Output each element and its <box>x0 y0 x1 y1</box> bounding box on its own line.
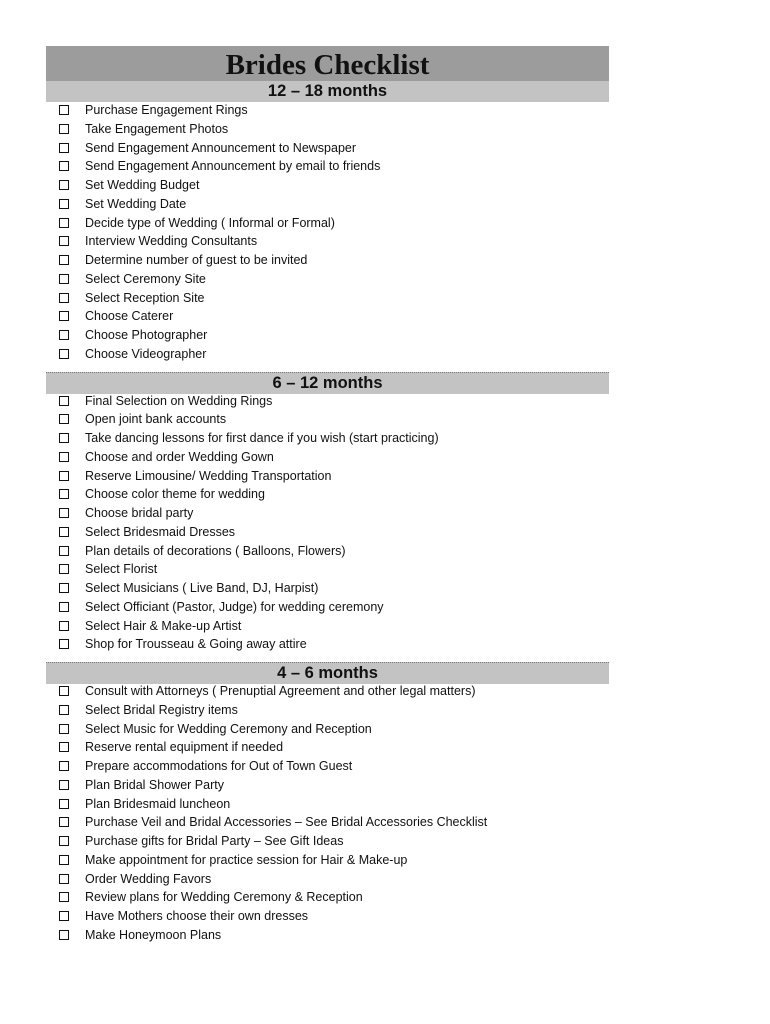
checklist-item <box>46 450 609 469</box>
checklist-item <box>46 328 609 347</box>
checkbox[interactable] <box>59 274 69 284</box>
checklist-item-label: Choose Videographer <box>85 346 207 361</box>
checklist-item <box>46 487 609 506</box>
checklist-item <box>46 216 609 235</box>
checklist-item-label: Purchase gifts for Bridal Party – See Gift Ideas <box>85 834 344 848</box>
checkbox[interactable] <box>59 892 69 902</box>
checklist-item-label: Reserve Limousine/ Wedding Transportation <box>85 468 332 483</box>
checklist-item <box>46 722 609 741</box>
checklist-item <box>46 928 609 947</box>
checklist-item-label: Decide type of Wedding ( Informal or Formal) <box>85 215 335 230</box>
checkbox[interactable] <box>59 236 69 246</box>
checklist-item <box>46 581 609 600</box>
checklist-item-label: Select Florist <box>85 562 158 577</box>
checklist-item-label: Final Selection on Wedding Rings <box>85 393 273 408</box>
checklist-item-label: Purchase Engagement Rings <box>85 103 248 117</box>
checklist-item <box>46 909 609 928</box>
checkbox[interactable] <box>59 161 69 171</box>
checklist-item <box>46 778 609 797</box>
checkbox[interactable] <box>59 855 69 865</box>
checkbox[interactable] <box>59 639 69 649</box>
checkbox[interactable] <box>59 911 69 921</box>
checklist-item-label: Take Engagement Photos <box>85 121 229 136</box>
section-heading: 12 – 18 months <box>46 81 609 102</box>
checkbox[interactable] <box>59 180 69 190</box>
checklist-item <box>46 684 609 703</box>
checklist-item-label: Open joint bank accounts <box>85 412 227 427</box>
checklist-item <box>46 272 609 291</box>
checklist-item <box>46 431 609 450</box>
checkbox[interactable] <box>59 489 69 499</box>
checkbox[interactable] <box>59 874 69 884</box>
checkbox[interactable] <box>59 143 69 153</box>
checkbox[interactable] <box>59 293 69 303</box>
checklist-item-label: Select Music for Wedding Ceremony and Reception <box>85 721 372 736</box>
checkbox[interactable] <box>59 780 69 790</box>
checkbox[interactable] <box>59 105 69 115</box>
checklist-item-label: Choose Caterer <box>85 309 174 324</box>
checkbox[interactable] <box>59 452 69 462</box>
checklist-item <box>46 759 609 778</box>
checkbox[interactable] <box>59 761 69 771</box>
checkbox[interactable] <box>59 124 69 134</box>
checklist-item <box>46 412 609 431</box>
checklist-items <box>46 684 609 947</box>
checklist-item-label: Prepare accommodations for Out of Town Guest <box>85 759 353 773</box>
checkbox[interactable] <box>59 396 69 406</box>
checklist-item <box>46 469 609 488</box>
checklist-item-label: Order Wedding Favors <box>85 871 212 886</box>
checklist-item-label: Select Reception Site <box>85 290 205 305</box>
checklist-item-label: Select Musicians ( Live Band, DJ, Harpist) <box>85 581 319 595</box>
checklist-item <box>46 853 609 872</box>
checkbox[interactable] <box>59 705 69 715</box>
checklist-item <box>46 890 609 909</box>
checkbox[interactable] <box>59 799 69 809</box>
checklist-item-label: Shop for Trousseau & Going away attire <box>85 637 307 652</box>
section-heading: 4 – 6 months <box>46 662 609 684</box>
page-title: Brides Checklist <box>46 46 609 81</box>
checklist-item <box>46 103 609 122</box>
checklist-item <box>46 141 609 160</box>
checklist-item <box>46 797 609 816</box>
checklist-item-label: Choose bridal party <box>85 506 194 520</box>
checklist-item-label: Select Ceremony Site <box>85 271 206 286</box>
checklist-item <box>46 234 609 253</box>
checkbox[interactable] <box>59 836 69 846</box>
checklist-item-label: Make appointment for practice session for Hair & Make-up <box>85 852 408 867</box>
checkbox[interactable] <box>59 414 69 424</box>
checklist-item <box>46 159 609 178</box>
checklist-item-label: Take dancing lessons for first dance if you wish (start practicing) <box>85 431 439 445</box>
checkbox[interactable] <box>59 583 69 593</box>
checklist-item-label: Purchase Veil and Bridal Accessories – See Bridal Accessories Checklist <box>85 815 488 830</box>
checkbox[interactable] <box>59 930 69 940</box>
checklist-item <box>46 872 609 891</box>
checklist-item-label: Review plans for Wedding Ceremony & Reception <box>85 890 363 905</box>
checklist-item <box>46 544 609 563</box>
checkbox[interactable] <box>59 602 69 612</box>
checklist-item-label: Send Engagement Announcement by email to friends <box>85 159 381 174</box>
checklist-item-label: Make Honeymoon Plans <box>85 927 222 942</box>
checklist-item-label: Select Hair & Make-up Artist <box>85 618 242 633</box>
checklist-item <box>46 740 609 759</box>
checkbox[interactable] <box>59 686 69 696</box>
checklist-item <box>46 834 609 853</box>
checklist-item-label: Select Bridal Registry items <box>85 702 238 717</box>
checklist-item-label: Choose color theme for wedding <box>85 487 265 502</box>
checklist-item <box>46 506 609 525</box>
checklist-item <box>46 309 609 328</box>
checklist-item <box>46 178 609 197</box>
checklist-item <box>46 525 609 544</box>
checklist-item-label: Plan details of decorations ( Balloons, Flowers) <box>85 543 346 558</box>
checklist-item <box>46 619 609 638</box>
checkbox[interactable] <box>59 349 69 359</box>
checkbox[interactable] <box>59 255 69 265</box>
checklist-item-label: Choose Photographer <box>85 328 208 342</box>
checklist-items <box>46 102 609 366</box>
checklist-item-label: Determine number of guest to be invited <box>85 253 308 267</box>
checklist-item-label: Select Officiant (Pastor, Judge) for wedding ceremony <box>85 599 384 614</box>
checklist-item-label: Choose and order Wedding Gown <box>85 449 274 464</box>
checklist-items <box>46 394 609 657</box>
checkbox[interactable] <box>59 433 69 443</box>
checklist-item <box>46 562 609 581</box>
checkbox[interactable] <box>59 311 69 321</box>
checklist-document <box>46 46 609 947</box>
checklist-item-label: Reserve rental equipment if needed <box>85 740 284 755</box>
checkbox[interactable] <box>59 218 69 228</box>
checklist-sections <box>46 81 609 947</box>
checklist-item <box>46 394 609 413</box>
checklist-item <box>46 197 609 216</box>
checklist-item-label: Set Wedding Budget <box>85 178 200 192</box>
checklist-item-label: Plan Bridal Shower Party <box>85 777 224 792</box>
checkbox[interactable] <box>59 508 69 518</box>
checklist-item-label: Set Wedding Date <box>85 196 187 211</box>
checkbox[interactable] <box>59 527 69 537</box>
checklist-item <box>46 347 609 366</box>
checklist-item-label: Have Mothers choose their own dresses <box>85 909 309 923</box>
checklist-item <box>46 703 609 722</box>
checkbox[interactable] <box>59 199 69 209</box>
checklist-item <box>46 253 609 272</box>
checkbox[interactable] <box>59 564 69 574</box>
checklist-item-label: Send Engagement Announcement to Newspaper <box>85 140 357 155</box>
checklist-item <box>46 815 609 834</box>
section-heading: 6 – 12 months <box>46 372 609 394</box>
checkbox[interactable] <box>59 742 69 752</box>
checkbox[interactable] <box>59 724 69 734</box>
checkbox[interactable] <box>59 546 69 556</box>
checklist-item <box>46 291 609 310</box>
checklist-item-label: Consult with Attorneys ( Prenuptial Agreement and other legal matters) <box>85 684 476 698</box>
checklist-item <box>46 600 609 619</box>
checklist-item <box>46 122 609 141</box>
checklist-item <box>46 637 609 656</box>
checkbox[interactable] <box>59 817 69 827</box>
checkbox[interactable] <box>59 471 69 481</box>
checklist-item-label: Interview Wedding Consultants <box>85 234 258 249</box>
checkbox[interactable] <box>59 330 69 340</box>
checklist-item-label: Select Bridesmaid Dresses <box>85 524 236 539</box>
checkbox[interactable] <box>59 621 69 631</box>
checklist-item-label: Plan Bridesmaid luncheon <box>85 796 231 811</box>
